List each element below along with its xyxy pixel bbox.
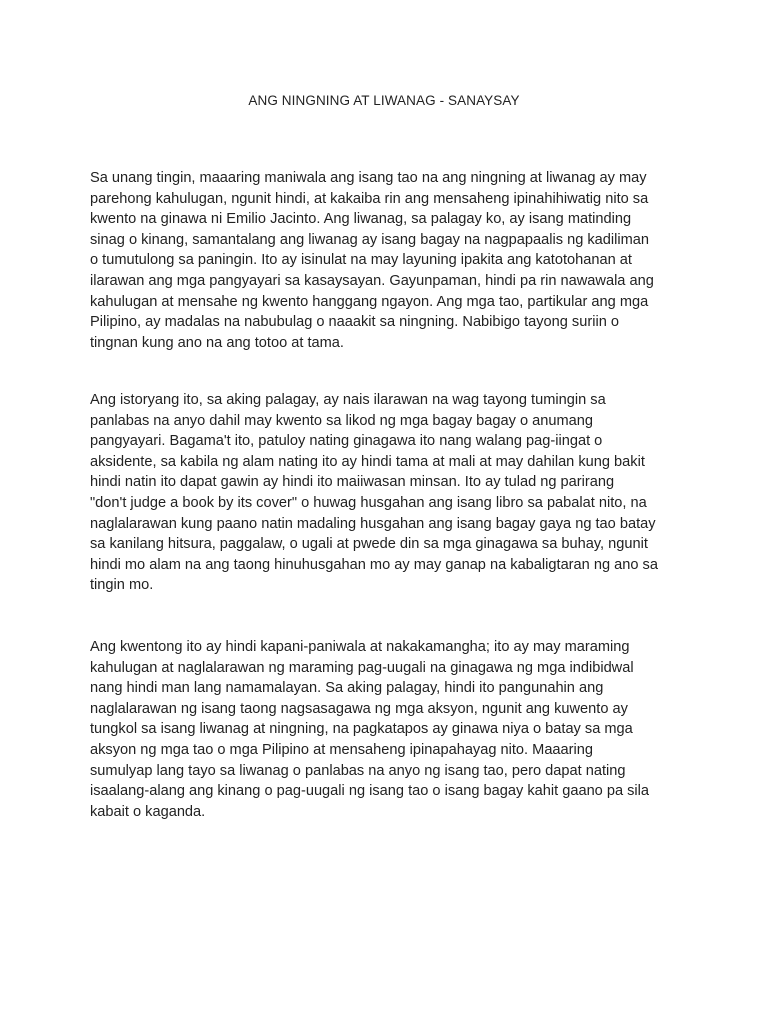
text-line: isaalang-alang ang kinang o pag-uugali ng isang tao o isang bagay kahit gaano pa sila xyxy=(90,783,650,800)
text-line: kwento na ginawa ni Emilio Jacinto. Ang liwanag, sa palagay ko, ay isang matinding xyxy=(90,211,632,228)
text-line: Pilipino, ay madalas na nabubulag o naaakit sa ningning. Nabibigo tayong suriin o xyxy=(90,314,619,331)
text-line: hindi mo alam na ang taong hinuhusgahan mo ay may ganap na kabaligtaran ng ano sa xyxy=(90,556,658,573)
text-line: sumulyap lang tayo sa liwanag o panlabas na anyo ng isang tao, pero dapat nating xyxy=(90,762,626,779)
text-line: nang hindi man lang namamalayan. Sa aking palagay, hindi ito pangunahin ang xyxy=(90,680,604,697)
text-line: sa kanilang hitsura, paggalaw, o ugali at pwede din sa mga ginagawa sa buhay, ngunit xyxy=(90,536,648,553)
text-line: Ang kwentong ito ay hindi kapani-paniwala at nakakamangha; ito ay may maraming xyxy=(90,639,630,655)
text-line: ilarawan ang mga pangyayari sa kasaysayan. Gayunpaman, hindi pa rin nawawala ang xyxy=(90,272,654,289)
text-line: Sa unang tingin, maaaring maniwala ang isang tao na ang ningning at liwanag ay may xyxy=(90,170,647,186)
text-line: tingnan kung ano na ang totoo at tama. xyxy=(90,334,344,351)
text-line: pangyayari. Bagama't ito, patuloy nating ginagawa ito nang walang pag-iingat o xyxy=(90,433,603,450)
document-title: ANG NINGNING AT LIWANAG - SANAYSAY xyxy=(248,93,520,108)
text-line: kahulugan at mensahe ng kwento hanggang ngayon. Ang mga tao, partikular ang mga xyxy=(90,293,649,310)
text-line: tingin mo. xyxy=(90,577,154,594)
text-line: naglalarawan ng isang taong nagsasagawa ng mga aksyon, ngunit ang kuwento ay xyxy=(90,700,628,717)
text-line: o tumutulong sa paningin. Ito ay isinulat na may layuning ipakita ang katotohanan at xyxy=(90,252,632,269)
paragraph-3 xyxy=(90,637,680,822)
text-line: kahulugan at naglalarawan ng maraming pag-uugali na ginagawa ng mga indibidwal xyxy=(90,659,634,676)
text-line: tungkol sa isang liwanag at ningning, na pagkatapos ay ginawa niya o batay sa mga xyxy=(90,721,633,738)
text-line: Ang istoryang ito, sa aking palagay, ay nais ilarawan na wag tayong tumingin sa xyxy=(90,392,606,408)
text-line: sinag o kinang, samantalang ang liwanag ay isang bagay na nagpapaalis ng kadiliman xyxy=(90,231,650,248)
paragraph-1 xyxy=(90,168,680,353)
text-line: hindi natin ito dapat gawin ay hindi ito maiiwasan minsan. Ito ay tulad ng parirang xyxy=(90,474,615,491)
text-line: naglalarawan kung paano natin madaling husgahan ang isang bagay gaya ng tao batay xyxy=(90,515,656,532)
text-line: parehong kahulugan, ngunit hindi, at kakaiba rin ang mensaheng ipinahihiwatig nito sa xyxy=(90,190,649,207)
text-line: aksyon ng mga tao o mga Pilipino at mensaheng ipinapahayag nito. Maaaring xyxy=(90,741,593,758)
text-line: panlabas na anyo dahil may kwento sa likod ng mga bagay bagay o anumang xyxy=(90,412,594,429)
paragraph-2 xyxy=(90,390,680,596)
text-line: "don't judge a book by its cover" o huwag husgahan ang isang libro sa pabalat nito, na xyxy=(90,494,647,511)
text-line: aksidente, sa kabila ng alam nating ito ay hindi tama at mali at may dahilan kung bakit xyxy=(90,453,645,470)
text-line: kabait o kaganda. xyxy=(90,803,206,820)
